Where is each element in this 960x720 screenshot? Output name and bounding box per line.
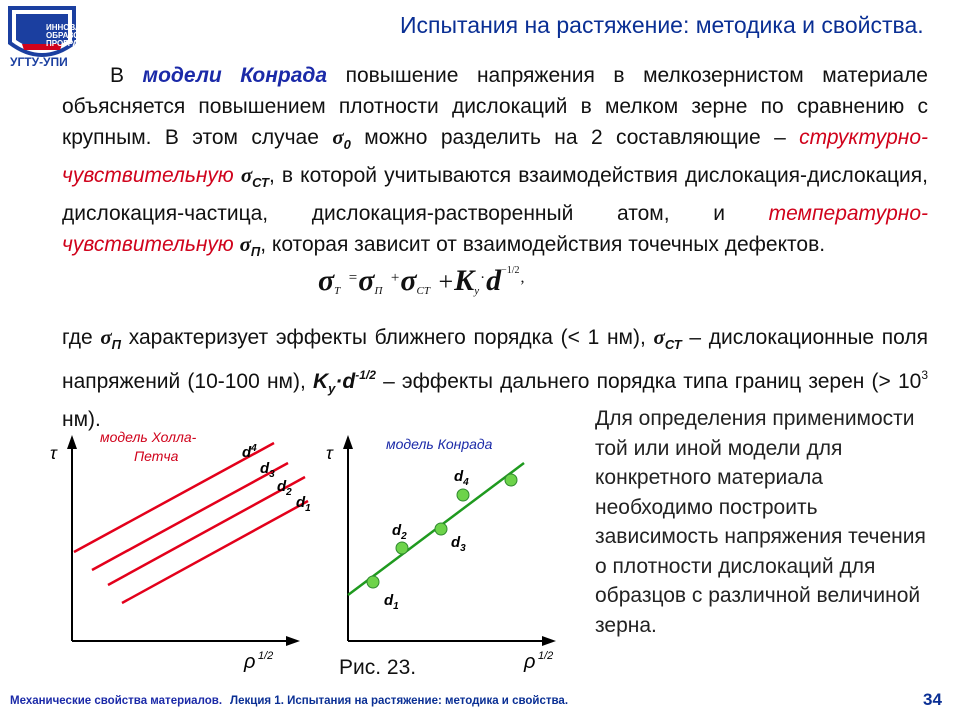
formula-sigma: σ: [318, 264, 335, 297]
p2-text: нм).: [62, 408, 101, 431]
line-label-letter: d: [242, 444, 252, 461]
point-label-letter: d: [454, 468, 464, 485]
temperature-sensitive-term: температурно-чувствительную: [62, 202, 928, 256]
model-label-line2: Петча: [134, 448, 179, 464]
formula-plus: +: [438, 267, 454, 296]
point-label-index: 1: [393, 601, 399, 612]
x-axis-exponent: 1/2: [258, 650, 274, 662]
p1-text: повышение напряжения в мелкозернистом материале объясняется повышением плотности дислокаций в мелком зерне по сравнению с крупным. В этом случае: [62, 64, 928, 149]
formula-sub: CT: [416, 285, 430, 297]
x-axis-arrow-icon: [542, 636, 556, 646]
point-label-d1: [384, 592, 399, 612]
line-label-d4: [242, 443, 257, 461]
line-label-letter: d: [260, 460, 270, 477]
y-axis-arrow-icon: [343, 435, 353, 449]
p1-space: [234, 164, 241, 187]
formula-equals: =: [348, 270, 358, 286]
d-symbol: ·d: [335, 370, 356, 393]
line-label-d2: [277, 478, 292, 498]
sigma0-subscript: 0: [343, 137, 351, 152]
paragraph-konrad-model: [62, 60, 928, 267]
data-point-extra: [505, 474, 517, 486]
d-exponent: -1/2: [355, 368, 376, 382]
point-label-letter: d: [451, 534, 461, 551]
logo-line1: ИННОВАЦИОННАЯ: [46, 23, 122, 32]
line-label-index: 3: [269, 469, 275, 480]
logo-brand: УГТУ-УПИ: [10, 55, 68, 69]
data-point-d1: [367, 576, 379, 588]
k-symbol: K: [313, 370, 329, 393]
point-label-letter: d: [392, 522, 402, 539]
formula-k: K: [454, 264, 475, 297]
x-axis-arrow-icon: [286, 636, 300, 646]
data-point-d2: [396, 542, 408, 554]
logo-line3: ПРОГРАММА: [46, 39, 98, 48]
sigma-ct-symbol: σ: [240, 163, 253, 187]
line-label-letter: d: [277, 478, 287, 495]
data-point-d4: [457, 489, 469, 501]
structure-sensitive-term: структурно-чувствительную: [62, 126, 928, 187]
model-label-line1: модель Холла-: [100, 429, 197, 445]
formula-d: d: [486, 264, 502, 297]
k-subscript: y: [328, 381, 336, 396]
line-label-index: 4: [251, 443, 257, 454]
data-point-d3: [435, 523, 447, 535]
line-label-d1: [296, 494, 311, 514]
x-axis-label: ρ: [524, 651, 536, 673]
sigma-p-symbol: σ: [100, 325, 112, 349]
p2-text: характеризует эффекты ближнего порядка (< 1 нм),: [121, 326, 654, 349]
point-label-d2: [392, 522, 407, 542]
konrad-model-term: модели Конрада: [142, 64, 328, 87]
x-axis-exponent: 1/2: [538, 650, 554, 662]
sigma0-symbol: σ: [332, 125, 344, 149]
p1-text: , в которой учитываются взаимодействия дислокация-дислокация, дислокация-частица, дислокация-растворенный атом, и: [62, 164, 928, 225]
y-axis-arrow-icon: [67, 435, 77, 449]
konrad-graph: [318, 425, 580, 673]
power-superscript: 3: [921, 368, 929, 382]
line-label-letter: d: [296, 494, 306, 511]
formula-dot: ·: [480, 270, 486, 286]
point-label-index: 2: [401, 531, 407, 542]
sigma-ct-subscript: СТ: [252, 175, 269, 190]
p1-text: можно разделить на 2 составляющие –: [350, 126, 800, 149]
point-label-d4: [454, 468, 469, 488]
formula-sigma: σ: [400, 264, 417, 297]
formula-exponent: −1/2: [501, 265, 520, 276]
sigma-p-subscript: П: [250, 244, 261, 259]
slide-title: Испытания на растяжение: методика и свойства.: [400, 12, 924, 38]
side-note: Для определения применимости той или иной модели для конкретного материала необходимо построить зависимость напряжения течения о плотности дислокаций для образцов с различной величиной зерна.: [595, 407, 926, 637]
konrad-formula: [318, 264, 526, 298]
line-label-index: 2: [286, 487, 292, 498]
point-label-d3: [451, 534, 466, 554]
p2-text: – эффекты дальнего порядка типа границ зерен (> 10: [375, 370, 922, 393]
sigma-ct-subscript: СТ: [664, 337, 682, 352]
formula-comma: ,: [520, 269, 525, 286]
y-axis-label: τ: [326, 443, 333, 463]
sigma-p-symbol: σ: [239, 232, 251, 256]
p1-text: , которая зависит от взаимодействия точечных дефектов.: [260, 233, 826, 256]
model-label: модель Конрада: [386, 436, 493, 452]
figure-caption: Рис. 23.: [339, 656, 417, 679]
point-label-letter: d: [384, 592, 394, 609]
formula-sub: T: [334, 285, 341, 297]
p1-text: В: [110, 64, 143, 87]
line-d2: [108, 477, 305, 585]
x-axis-label: ρ: [244, 651, 256, 673]
page-number: 34: [923, 690, 942, 709]
point-label-index: 3: [460, 543, 466, 554]
formula-sigma: σ: [358, 264, 375, 297]
y-axis-label: τ: [50, 443, 57, 463]
formula-exp-num: −1: [501, 265, 512, 276]
footer-lecture: Лекция 1. Испытания на растяжение: методика и свойства.: [230, 695, 569, 707]
formula-exp-den: 2: [514, 265, 520, 276]
point-label-index: 4: [463, 477, 469, 488]
p2-text: – дислокационные поля напряжений (10-100 нм),: [62, 326, 928, 393]
line-d1: [122, 501, 308, 603]
line-label-index: 1: [305, 503, 311, 514]
sigma-p-subscript: П: [111, 337, 122, 352]
hall-petch-graph: [40, 425, 311, 673]
footer-course: Механические свойства материалов.: [10, 695, 223, 707]
logo-line2: ОБРАЗОВАТЕЛЬНАЯ: [46, 31, 130, 40]
p2-text: где: [62, 326, 101, 349]
formula-sub: П: [374, 285, 383, 297]
formula-plus: +: [390, 270, 400, 286]
footer: [10, 695, 568, 707]
sigma-ct-symbol: σ: [653, 325, 665, 349]
line-d3: [92, 463, 288, 570]
formula-sub: y: [474, 285, 480, 297]
